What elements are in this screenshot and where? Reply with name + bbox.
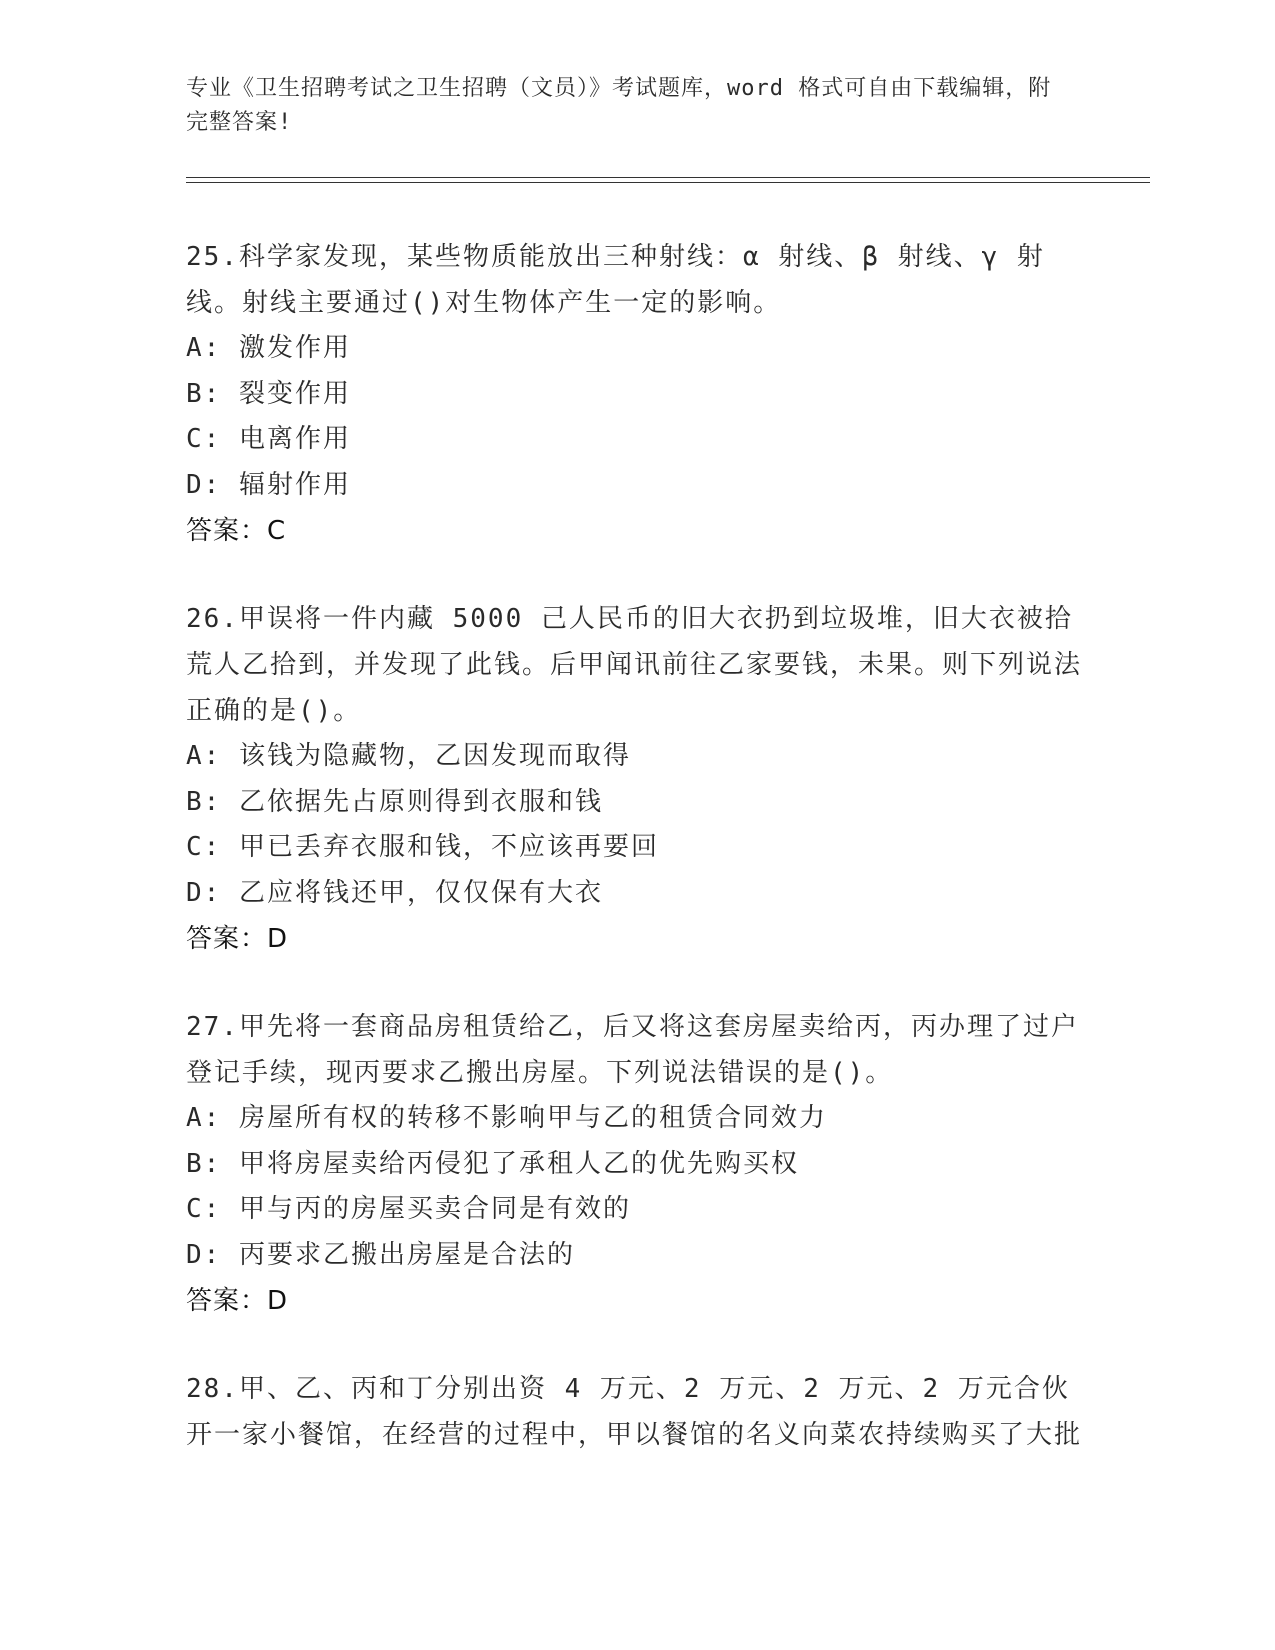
option-a: A: 激发作用 (186, 333, 351, 363)
option-c: C: 电离作用 (186, 424, 351, 454)
document-header: 专业《卫生招聘考试之卫生招聘（文员）》考试题库，word 格式可自由下载编辑，附完整答案! (186, 76, 1052, 135)
question-text: 28.甲、乙、丙和丁分别出资 4 万元、2 万元、2 万元、2 万元合伙开一家小餐馆，在经营的过程中，甲以餐馆的名义向菜农持续购买了大批 (186, 1374, 1083, 1450)
question-list (186, 234, 1086, 1500)
option-b: B: 乙依据先占原则得到衣服和钱 (186, 786, 603, 817)
question-text: 25.科学家发现，某些物质能放出三种射线：α 射线、β 射线、γ 射线。射线主要通过()对生物体产生一定的影响。 (186, 242, 1045, 318)
answer: 答案：C (186, 516, 287, 546)
question-text: 26.甲误将一件内藏 5000 己人民币的旧大衣扔到垃圾堆，旧大衣被拾荒人乙拾到，并发现了此钱。后甲闻讯前往乙家要钱，未果。则下列说法正确的是()。 (186, 604, 1083, 726)
header-divider-top (186, 177, 1150, 178)
header-divider-bottom (186, 182, 1150, 183)
option-d: D: 辐射作用 (186, 469, 351, 500)
option-b: B: 甲将房屋卖给丙侵犯了承租人乙的优先购买权 (186, 1148, 799, 1179)
option-c: C: 甲已丢弃衣服和钱，不应该再要回 (186, 832, 659, 862)
option-c: C: 甲与丙的房屋买卖合同是有效的 (186, 1194, 631, 1224)
question-27 (186, 1004, 1086, 1324)
question-26 (186, 596, 1086, 962)
option-a: A: 房屋所有权的转移不影响甲与乙的租赁合同效力 (186, 1103, 827, 1133)
question-text: 27.甲先将一套商品房租赁给乙，后又将这套房屋卖给丙，丙办理了过户登记手续，现丙要求乙搬出房屋。下列说法错误的是()。 (186, 1012, 1079, 1088)
option-a: A: 该钱为隐藏物，乙因发现而取得 (186, 741, 631, 771)
option-d: D: 乙应将钱还甲，仅仅保有大衣 (186, 877, 603, 908)
answer: 答案：D (186, 924, 289, 954)
option-d: D: 丙要求乙搬出房屋是合法的 (186, 1239, 575, 1270)
option-b: B: 裂变作用 (186, 378, 351, 409)
question-25 (186, 234, 1086, 554)
question-28 (186, 1366, 1086, 1458)
answer: 答案：D (186, 1286, 289, 1316)
